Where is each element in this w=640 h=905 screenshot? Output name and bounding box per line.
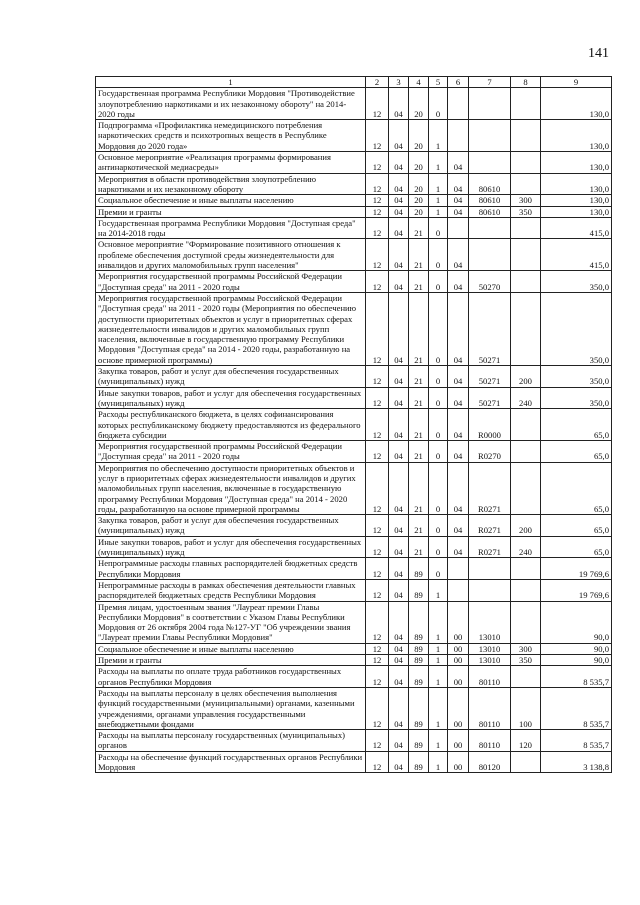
code-program: 20	[409, 88, 429, 120]
code-direction	[469, 120, 511, 152]
code-activity: 00	[448, 655, 469, 666]
row-amount: 8 535,7	[541, 666, 612, 688]
row-name: Непрограммные расходы главных распорядителей бюджетных средств Республики Мордовия	[96, 558, 366, 580]
code-expense-type	[511, 666, 541, 688]
code-activity: 04	[448, 409, 469, 441]
code-direction	[469, 239, 511, 271]
code-expense-type	[511, 88, 541, 120]
code-program: 21	[409, 441, 429, 463]
code-program: 89	[409, 687, 429, 729]
code-subsection: 04	[389, 536, 409, 558]
row-name: Премия лицам, удостоенным звания "Лауреат премии Главы Республики Мордовия" в соответствии с Указом Главы Республики Мордовия от 26 октября 2004 года №127-УГ "Об учреждении звания "Лауреат премии Главы Республики Мордовия"	[96, 601, 366, 643]
code-activity: 04	[448, 292, 469, 365]
code-expense-type	[511, 409, 541, 441]
code-direction: 80110	[469, 666, 511, 688]
code-direction: 13010	[469, 655, 511, 666]
row-name: Социальное обеспечение и иные выплаты населению	[96, 643, 366, 654]
row-name: Закупка товаров, работ и услуг для обеспечения государственных (муниципальных) нужд	[96, 515, 366, 537]
row-name: Мероприятия государственной программы Российской Федерации "Доступная среда" на 2011 - 2020 годы (Мероприятия по обеспечению доступности приоритетных объектов и услуг в приоритетных сферах жизнедеятельности инвалидов и других маломобильных групп населения, включенные в государственную программу Республики Мордовия "Доступная среда" на 2014 - 2020 годы, разработанную на основе примерной программы)	[96, 292, 366, 365]
row-amount: 350,0	[541, 366, 612, 388]
column-header: 4	[409, 77, 429, 88]
code-program: 20	[409, 120, 429, 152]
code-activity: 04	[448, 195, 469, 206]
code-activity: 04	[448, 173, 469, 195]
code-expense-type: 200	[511, 366, 541, 388]
table-row	[96, 292, 612, 365]
code-subsection: 04	[389, 462, 409, 514]
table-row	[96, 173, 612, 195]
row-name: Премии и гранты	[96, 655, 366, 666]
code-subsection: 04	[389, 366, 409, 388]
column-header: 7	[469, 77, 511, 88]
code-subprogram: 0	[429, 88, 448, 120]
code-activity: 04	[448, 441, 469, 463]
code-subsection: 04	[389, 217, 409, 239]
code-direction: 13010	[469, 643, 511, 654]
code-expense-type: 200	[511, 515, 541, 537]
code-subsection: 04	[389, 643, 409, 654]
code-section: 12	[366, 601, 389, 643]
code-expense-type	[511, 217, 541, 239]
row-amount: 8 535,7	[541, 687, 612, 729]
code-direction: R0270	[469, 441, 511, 463]
code-direction: 80610	[469, 195, 511, 206]
row-name: Расходы на обеспечение функций государственных органов Республики Мордовия	[96, 751, 366, 773]
code-subprogram: 1	[429, 206, 448, 217]
code-subprogram: 0	[429, 271, 448, 293]
code-subsection: 04	[389, 195, 409, 206]
code-activity	[448, 558, 469, 580]
row-name: Основное мероприятие "Формирование позитивного отношения к проблеме обеспечения доступной среды жизнедеятельности для инвалидов и других маломобильных групп населения"	[96, 239, 366, 271]
code-activity	[448, 217, 469, 239]
column-header: 3	[389, 77, 409, 88]
row-name: Мероприятия государственной программы Российской Федерации "Доступная среда" на 2011 - 2020 годы	[96, 441, 366, 463]
code-direction	[469, 579, 511, 601]
code-program: 89	[409, 666, 429, 688]
code-subprogram: 0	[429, 366, 448, 388]
code-activity: 04	[448, 387, 469, 409]
code-activity: 04	[448, 239, 469, 271]
row-amount: 65,0	[541, 409, 612, 441]
code-expense-type	[511, 558, 541, 580]
code-subsection: 04	[389, 515, 409, 537]
code-program: 89	[409, 643, 429, 654]
code-program: 89	[409, 558, 429, 580]
row-name: Расходы на выплаты персоналу государственных (муниципальных) органов	[96, 730, 366, 752]
table-row	[96, 152, 612, 174]
column-header: 2	[366, 77, 389, 88]
table-row	[96, 601, 612, 643]
code-activity: 04	[448, 536, 469, 558]
table-row	[96, 120, 612, 152]
table-row	[96, 217, 612, 239]
code-section: 12	[366, 515, 389, 537]
row-amount: 65,0	[541, 462, 612, 514]
code-direction	[469, 558, 511, 580]
code-section: 12	[366, 239, 389, 271]
row-amount: 130,0	[541, 120, 612, 152]
table-row	[96, 206, 612, 217]
row-name: Иные закупки товаров, работ и услуг для обеспечения государственных (муниципальных) нужд	[96, 387, 366, 409]
code-subprogram: 0	[429, 536, 448, 558]
code-direction: 50271	[469, 387, 511, 409]
table-row	[96, 655, 612, 666]
row-amount: 19 769,6	[541, 579, 612, 601]
code-subprogram: 0	[429, 441, 448, 463]
table-row	[96, 88, 612, 120]
code-subsection: 04	[389, 441, 409, 463]
code-program: 21	[409, 515, 429, 537]
code-section: 12	[366, 579, 389, 601]
row-amount: 65,0	[541, 536, 612, 558]
table-row	[96, 751, 612, 773]
code-direction: 50270	[469, 271, 511, 293]
code-direction	[469, 152, 511, 174]
code-subsection: 04	[389, 666, 409, 688]
code-subprogram: 1	[429, 751, 448, 773]
code-subprogram: 0	[429, 515, 448, 537]
code-section: 12	[366, 88, 389, 120]
column-header: 8	[511, 77, 541, 88]
table-row	[96, 730, 612, 752]
code-section: 12	[366, 666, 389, 688]
code-expense-type	[511, 120, 541, 152]
row-name: Основное мероприятие «Реализация программы формирования антинаркотической медиасреды»	[96, 152, 366, 174]
code-expense-type: 120	[511, 730, 541, 752]
row-amount: 350,0	[541, 387, 612, 409]
code-subprogram: 1	[429, 666, 448, 688]
code-program: 89	[409, 730, 429, 752]
row-name: Закупка товаров, работ и услуг для обеспечения государственных (муниципальных) нужд	[96, 366, 366, 388]
row-name: Государственная программа Республики Мордовия "Противодействие злоупотреблению наркотиками и их незаконному обороту" на 2014-2020 годы	[96, 88, 366, 120]
code-expense-type	[511, 579, 541, 601]
code-subsection: 04	[389, 387, 409, 409]
code-expense-type: 240	[511, 387, 541, 409]
row-amount: 65,0	[541, 515, 612, 537]
code-direction: 13010	[469, 601, 511, 643]
code-subsection: 04	[389, 579, 409, 601]
code-expense-type	[511, 751, 541, 773]
code-expense-type: 350	[511, 655, 541, 666]
code-direction: 80110	[469, 730, 511, 752]
code-section: 12	[366, 558, 389, 580]
code-section: 12	[366, 751, 389, 773]
code-activity: 00	[448, 666, 469, 688]
code-activity: 04	[448, 152, 469, 174]
table-row	[96, 271, 612, 293]
code-section: 12	[366, 462, 389, 514]
code-activity: 04	[448, 366, 469, 388]
row-amount: 65,0	[541, 441, 612, 463]
code-program: 89	[409, 751, 429, 773]
code-activity: 04	[448, 206, 469, 217]
row-amount: 130,0	[541, 152, 612, 174]
code-subsection: 04	[389, 88, 409, 120]
row-name: Мероприятия по обеспечению доступности приоритетных объектов и услуг в приоритетных сферах жизнедеятельности инвалидов и других маломобильных групп населения, включенные в государственную программу Республики Мордовия "Доступная среда" на 2014 - 2020 годы, разработанную на основе примерной программы	[96, 462, 366, 514]
row-name: Премии и гранты	[96, 206, 366, 217]
column-header: 9	[541, 77, 612, 88]
column-header: 5	[429, 77, 448, 88]
code-direction: 80610	[469, 206, 511, 217]
code-expense-type: 350	[511, 206, 541, 217]
table-row	[96, 515, 612, 537]
code-program: 89	[409, 579, 429, 601]
code-subsection: 04	[389, 409, 409, 441]
row-amount: 90,0	[541, 643, 612, 654]
code-subsection: 04	[389, 120, 409, 152]
code-expense-type: 300	[511, 643, 541, 654]
row-name: Иные закупки товаров, работ и услуг для обеспечения государственных (муниципальных) нужд	[96, 536, 366, 558]
code-direction: 80110	[469, 687, 511, 729]
code-program: 20	[409, 173, 429, 195]
code-expense-type	[511, 462, 541, 514]
code-subsection: 04	[389, 601, 409, 643]
code-subprogram: 1	[429, 655, 448, 666]
code-activity: 00	[448, 643, 469, 654]
code-subprogram: 1	[429, 120, 448, 152]
code-program: 89	[409, 655, 429, 666]
code-section: 12	[366, 441, 389, 463]
code-section: 12	[366, 173, 389, 195]
header-row	[96, 77, 612, 88]
code-expense-type	[511, 152, 541, 174]
code-subprogram: 0	[429, 409, 448, 441]
code-program: 21	[409, 536, 429, 558]
row-name: Мероприятия государственной программы Российской Федерации "Доступная среда" на 2011 - 2020 годы	[96, 271, 366, 293]
row-name: Мероприятия в области противодействия злоупотреблению наркотиками и их незаконному обороту	[96, 173, 366, 195]
code-section: 12	[366, 409, 389, 441]
code-subsection: 04	[389, 730, 409, 752]
code-activity: 00	[448, 730, 469, 752]
table-row	[96, 409, 612, 441]
code-activity: 00	[448, 751, 469, 773]
code-subprogram: 1	[429, 643, 448, 654]
code-activity: 00	[448, 687, 469, 729]
row-amount: 350,0	[541, 271, 612, 293]
code-program: 21	[409, 462, 429, 514]
code-subsection: 04	[389, 152, 409, 174]
code-expense-type	[511, 441, 541, 463]
table-row	[96, 687, 612, 729]
code-subsection: 04	[389, 292, 409, 365]
code-direction: R0271	[469, 462, 511, 514]
code-expense-type: 240	[511, 536, 541, 558]
code-activity: 00	[448, 601, 469, 643]
code-activity: 04	[448, 462, 469, 514]
row-amount: 90,0	[541, 655, 612, 666]
table-row	[96, 239, 612, 271]
row-amount: 130,0	[541, 206, 612, 217]
table-row	[96, 366, 612, 388]
code-activity: 04	[448, 515, 469, 537]
column-header: 6	[448, 77, 469, 88]
code-direction: R0000	[469, 409, 511, 441]
code-subsection: 04	[389, 558, 409, 580]
code-subprogram: 0	[429, 462, 448, 514]
code-direction	[469, 217, 511, 239]
code-subsection: 04	[389, 687, 409, 729]
code-subprogram: 1	[429, 195, 448, 206]
row-name: Социальное обеспечение и иные выплаты населению	[96, 195, 366, 206]
code-section: 12	[366, 730, 389, 752]
code-subprogram: 1	[429, 152, 448, 174]
code-activity	[448, 579, 469, 601]
code-expense-type: 300	[511, 195, 541, 206]
code-subprogram: 0	[429, 217, 448, 239]
code-subprogram: 1	[429, 601, 448, 643]
code-expense-type	[511, 601, 541, 643]
code-subsection: 04	[389, 751, 409, 773]
code-direction	[469, 88, 511, 120]
code-subsection: 04	[389, 239, 409, 271]
code-direction: 50271	[469, 292, 511, 365]
code-subprogram: 0	[429, 239, 448, 271]
code-subsection: 04	[389, 206, 409, 217]
code-expense-type	[511, 173, 541, 195]
code-subprogram: 0	[429, 292, 448, 365]
code-section: 12	[366, 120, 389, 152]
table-row	[96, 387, 612, 409]
page-number: 141	[588, 46, 609, 61]
code-program: 21	[409, 292, 429, 365]
code-section: 12	[366, 536, 389, 558]
code-direction: R0271	[469, 515, 511, 537]
code-section: 12	[366, 387, 389, 409]
row-name: Расходы республиканского бюджета, в целях софинансирования которых республиканскому бюджету предоставляются из федерального бюджета субсидии	[96, 409, 366, 441]
code-subprogram: 1	[429, 579, 448, 601]
code-section: 12	[366, 655, 389, 666]
code-program: 21	[409, 239, 429, 271]
code-section: 12	[366, 687, 389, 729]
code-expense-type	[511, 239, 541, 271]
code-activity	[448, 120, 469, 152]
row-amount: 130,0	[541, 173, 612, 195]
code-program: 20	[409, 152, 429, 174]
code-subprogram: 1	[429, 173, 448, 195]
code-program: 21	[409, 271, 429, 293]
row-amount: 415,0	[541, 217, 612, 239]
code-section: 12	[366, 643, 389, 654]
code-program: 20	[409, 206, 429, 217]
code-subprogram: 1	[429, 730, 448, 752]
code-program: 21	[409, 387, 429, 409]
budget-table	[95, 76, 612, 773]
code-section: 12	[366, 271, 389, 293]
table-row	[96, 558, 612, 580]
row-amount: 130,0	[541, 195, 612, 206]
row-amount: 130,0	[541, 88, 612, 120]
table-row	[96, 441, 612, 463]
code-expense-type	[511, 292, 541, 365]
code-section: 12	[366, 217, 389, 239]
row-name: Расходы на выплаты по оплате труда работников государственных органов Республики Мордовия	[96, 666, 366, 688]
code-program: 21	[409, 366, 429, 388]
code-subprogram: 1	[429, 687, 448, 729]
column-header: 1	[96, 77, 366, 88]
code-program: 89	[409, 601, 429, 643]
row-name: Непрограммные расходы в рамках обеспечения деятельности главных распорядителей бюджетных средств Республики Мордовия	[96, 579, 366, 601]
row-amount: 8 535,7	[541, 730, 612, 752]
code-program: 21	[409, 409, 429, 441]
code-program: 21	[409, 217, 429, 239]
code-direction: R0271	[469, 536, 511, 558]
code-subprogram: 0	[429, 558, 448, 580]
row-amount: 350,0	[541, 292, 612, 365]
code-section: 12	[366, 366, 389, 388]
code-subsection: 04	[389, 271, 409, 293]
code-activity: 04	[448, 271, 469, 293]
row-amount: 19 769,6	[541, 558, 612, 580]
code-expense-type: 100	[511, 687, 541, 729]
code-section: 12	[366, 195, 389, 206]
table-row	[96, 643, 612, 654]
code-section: 12	[366, 152, 389, 174]
code-program: 20	[409, 195, 429, 206]
code-direction: 80120	[469, 751, 511, 773]
row-name: Государственная программа Республики Мордовия "Доступная среда" на 2014-2018 годы	[96, 217, 366, 239]
code-expense-type	[511, 271, 541, 293]
code-activity	[448, 88, 469, 120]
table-row	[96, 462, 612, 514]
table-row	[96, 666, 612, 688]
code-direction: 50271	[469, 366, 511, 388]
row-name: Подпрограмма «Профилактика немедицинского потребления наркотических средств и психотропных веществ в Республике Мордовия до 2020 года»	[96, 120, 366, 152]
code-subsection: 04	[389, 173, 409, 195]
row-amount: 90,0	[541, 601, 612, 643]
row-amount: 3 138,8	[541, 751, 612, 773]
code-subprogram: 0	[429, 387, 448, 409]
row-name: Расходы на выплаты персоналу в целях обеспечения выполнения функций государственными (муниципальными) органами, казенными учреждениями, органами управления государственными внебюджетными фондами	[96, 687, 366, 729]
code-subsection: 04	[389, 655, 409, 666]
row-amount: 415,0	[541, 239, 612, 271]
code-direction: 80610	[469, 173, 511, 195]
table-row	[96, 195, 612, 206]
code-section: 12	[366, 292, 389, 365]
code-section: 12	[366, 206, 389, 217]
table-row	[96, 579, 612, 601]
table-row	[96, 536, 612, 558]
